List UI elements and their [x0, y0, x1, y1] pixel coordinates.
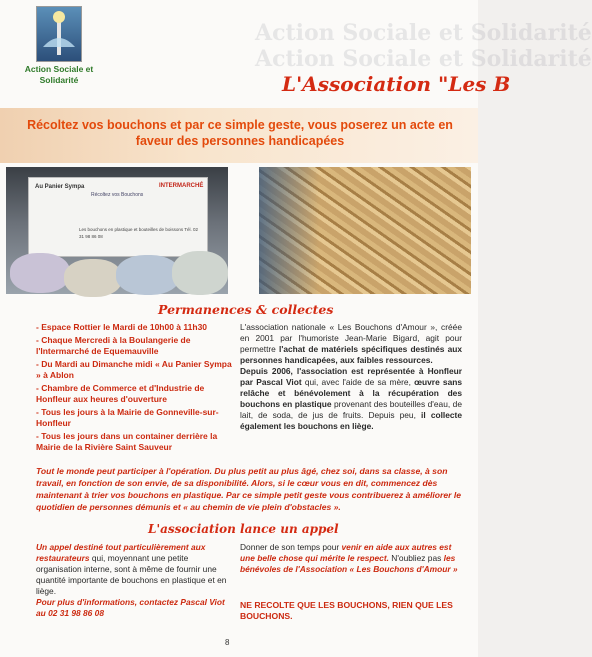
- bleed-through-text: Action Sociale et Solidarité Action Sociale et Solidarité: [255, 20, 592, 72]
- list-item: - Tous les jours dans un container derrière la Mairie de la Rivière Saint Sauveur: [36, 431, 218, 452]
- appel-title: L'association lance un appel: [148, 522, 339, 536]
- collection-banner: [28, 177, 208, 257]
- corks-photo: [259, 167, 471, 294]
- collection-banner-photo: [6, 167, 228, 294]
- permanences-list: [36, 322, 236, 455]
- list-item: - Du Mardi au Dimanche midi « Au Panier Sympa » à Ablon: [36, 359, 232, 380]
- list-item: - Chaque Mercredi à la Boulangerie de l'Intermarché de Equemauville: [36, 335, 191, 356]
- association-title: L'Association "Les B: [282, 72, 511, 96]
- bottle-cap-bag: [116, 255, 180, 295]
- logo-caption: Action Sociale et Solidarité: [24, 64, 94, 85]
- banner-bottom-text: Les bouchons en plastique et bouteilles de boissons Tél. 02 31 98 86 08: [79, 227, 198, 239]
- bottle-cap-bag: [64, 259, 122, 297]
- banner-center-text: Récoltez vos Bouchons: [91, 192, 144, 198]
- list-item: - Espace Rottier le Mardi de 10h00 à 11h30: [36, 322, 208, 332]
- appel-final-notice: NE RECOLTE QUE LES BOUCHONS, RIEN QUE LES BOUCHONS.: [240, 600, 453, 621]
- lamp-post-icon: [37, 7, 81, 61]
- appel-right-column: Donner de son temps pour venir en aide aux autres est une belle chose qui mérite le respect. N'oubliez pas les bénévoles de l'Association « Les Bouchons d'Amour »: [240, 542, 458, 574]
- banner-brand: INTERMARCHÉ: [159, 183, 204, 189]
- headline: Récoltez vos bouchons et par ce simple geste, vous poserez un acte en faveur des personnes handicapées: [27, 118, 453, 148]
- bottle-cap-bag: [10, 253, 70, 293]
- banner-sympa-label: Au Panier Sympa: [35, 184, 85, 190]
- bottle-cap-bag: [172, 251, 228, 295]
- page-number: 8: [225, 638, 230, 647]
- association-description: L'association nationale « Les Bouchons d'Amour », créée en 2001 par l'humoriste Jean-Marie Bigard, agit pour permettre l'achat de matériels spécifiques destinés aux personnes handicapées, aux faibles ressources. Depuis 2006, l'association est représentée à Honfleur par Pascal Viot qui, avec l'aide de sa mère, œuvre sans relâche et bénévolement à la récupération des bouchons en plastique provenant des bouteilles d'eau, de lait, de soda, de jus de fruits. Depuis peu, il collecte également les bouchons en liège.: [240, 322, 463, 431]
- participation-paragraph: Tout le monde peut participer à l'opération. Du plus petit au plus âgé, chez soi, dans sa classe, à son travail, en fonction de son envie, de sa disponibilité. Alors, si le cœur vous en dit, commencez dès maintenant à trier vos bouchons en plastique. Par ce simple petit geste vous contribuerez à améliorer le quotidien de personnes démunis et « au chemin de vie plein d'obstacles ».: [36, 466, 462, 512]
- permanences-title: Permanences & collectes: [158, 302, 334, 317]
- action-sociale-logo: [36, 6, 82, 62]
- list-item: - Tous les jours à la Mairie de Gonneville-sur-Honfleur: [36, 407, 219, 428]
- appel-left-column: Un appel destiné tout particulièrement aux restaurateurs qui, moyennant une petite organisation interne, sont à même de fournir une quantité importante de bouchons en plastique et en liège. Pour plus d'informations, contactez Pascal Viot au 02 31 98 86 08: [36, 542, 227, 618]
- list-item: - Chambre de Commerce et d'Industrie de Honfleur aux heures d'ouverture: [36, 383, 205, 404]
